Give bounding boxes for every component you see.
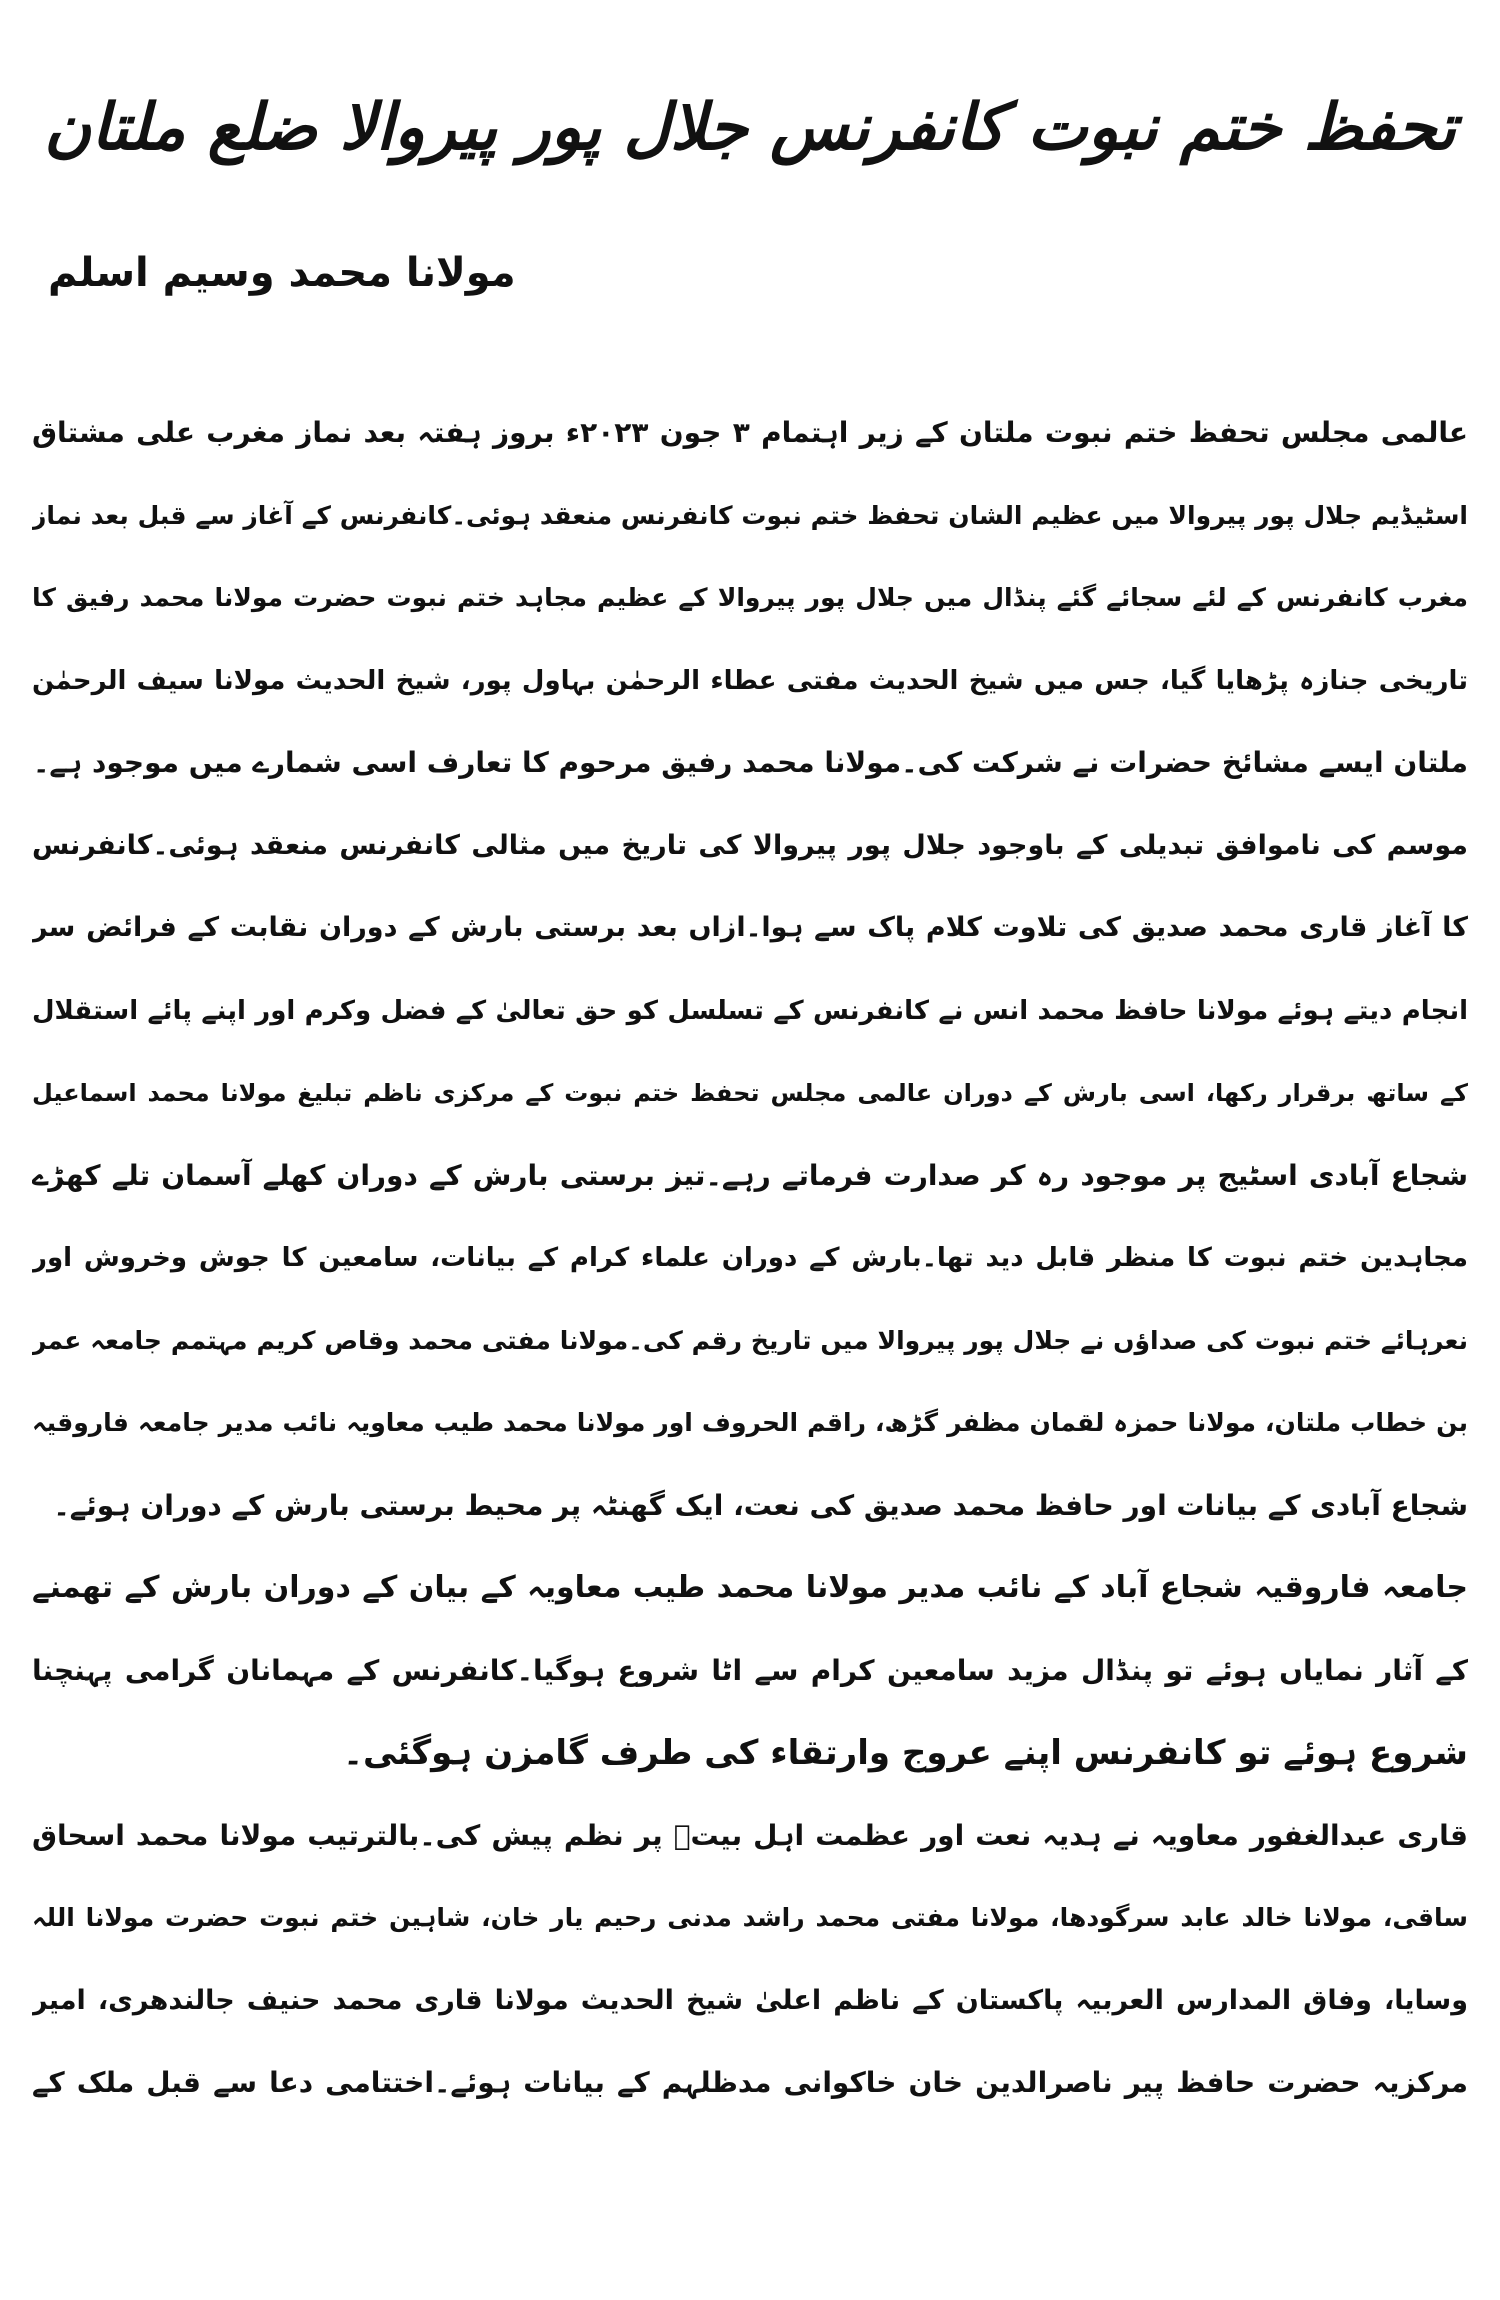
text-line: انجام دیتے ہوئے مولانا حافظ محمد انس نے کانفرنس کے تسلسل کو حق تعالیٰ کے فضل وکرم اور اپنے پائے استقلال	[32, 995, 1468, 1026]
text-line: کے ساتھ برقرار رکھا، اسی بارش کے دوران عالمی مجلس تحفظ ختم نبوت کے مرکزی ناظم تبلیغ مولانا محمد اسماعیل	[32, 1079, 1468, 1107]
text-line: شروع ہوئے تو کانفرنس اپنے عروج وارتقاء کی طرف گامزن ہوگئی۔	[343, 1733, 1468, 1773]
text-line: مجاہدین ختم نبوت کا منظر قابل دید تھا۔بارش کے دوران علماء کرام کے بیانات، سامعین کا جوش وخروش اور	[32, 1243, 1468, 1273]
text-line: ملتان ایسے مشائخ حضرات نے شرکت کی۔مولانا محمد رفیق مرحوم کا تعارف اسی شمارے میں موجود ہے۔	[33, 746, 1468, 779]
article-title: تحفظ ختم نبوت کانفرنس جلال پور پیروالا ضلع ملتان	[44, 91, 1456, 165]
text-line: شجاع آبادی اسٹیج پر موجود رہ کر صدارت فرماتے رہے۔تیز برستی بارش کے دوران کھلے آسمان تلے کھڑے	[32, 1158, 1468, 1192]
text-line: جامعہ فاروقیہ شجاع آباد کے نائب مدیر مولانا محمد طیب معاویہ کے بیان کے دوران بارش کے تھمنے	[32, 1570, 1468, 1605]
text-line: مغرب کانفرنس کے لئے سجائے گئے پنڈال میں جلال پور پیروالا کے عظیم مجاہد ختم نبوت حضرت مولانا محمد رفیق کا	[32, 583, 1468, 612]
text-line: ساقی، مولانا خالد عابد سرگودھا، مولانا مفتی محمد راشد مدنی رحیم یار خان، شاہین ختم نبوت حضرت مولانا اللہ	[32, 1903, 1468, 1932]
text-line: موسم کی ناموافق تبدیلی کے باوجود جلال پور پیروالا کی تاریخ میں مثالی کانفرنس منعقد ہوئی۔کانفرنس	[32, 829, 1468, 861]
text-line: نعرہائے ختم نبوت کی صداؤں نے جلال پور پیروالا میں تاریخ رقم کی۔مولانا مفتی محمد وقاص کریم مہتمم جامعہ عمر	[32, 1325, 1468, 1355]
text-line: قاری عبدالغفور معاویہ نے ہدیہ نعت اور عظمت اہل بیتؓ پر نظم پیش کی۔بالترتیب مولانا محمد اسحاق	[32, 1818, 1468, 1852]
article-body	[32, 392, 1468, 2125]
text-line: مرکزیہ حضرت حافظ پیر ناصرالدین خان خاکوانی مدظلہم کے بیانات ہوئے۔اختتامی دعا سے قبل ملک کے	[32, 2066, 1468, 2099]
text-line: بن خطاب ملتان، مولانا حمزہ لقمان مظفر گڑھ، راقم الحروف اور مولانا محمد طیب معاویہ نائب مدیر جامعہ فاروقیہ	[32, 1408, 1468, 1437]
text-line: عالمی مجلس تحفظ ختم نبوت ملتان کے زیر اہتمام ۳ جون ۲۰۲۳ء بروز ہفتہ بعد نماز مغرب علی مشتاق	[32, 416, 1468, 449]
text-line: وسایا، وفاق المدارس العربیہ پاکستان کے ناظم اعلیٰ شیخ الحدیث مولانا قاری محمد حنیف جالندھری، امیر	[32, 1984, 1468, 2016]
text-line: اسٹیڈیم جلال پور پیروالا میں عظیم الشان تحفظ ختم نبوت کانفرنس منعقد ہوئی۔کانفرنس کے آغاز سے قبل بعد نماز	[32, 500, 1468, 530]
author-name: مولانا محمد وسیم اسلم	[48, 250, 516, 296]
text-line: تاریخی جنازہ پڑھایا گیا، جس میں شیخ الحدیث مفتی عطاء الرحمٰن بہاول پور، شیخ الحدیث مولانا سیف الرحمٰن	[32, 665, 1468, 696]
text-line: کے آثار نمایاں ہوئے تو پنڈال مزید سامعین کرام سے اٹا شروع ہوگیا۔کانفرنس کے مہمانان گرامی پہنچنا	[32, 1653, 1468, 1687]
text-line: کا آغاز قاری محمد صدیق کی تلاوت کلام پاک سے ہوا۔ازاں بعد برستی بارش کے دوران نقابت کے فرائض سر	[32, 912, 1468, 943]
text-line: شجاع آبادی کے بیانات اور حافظ محمد صدیق کی نعت، ایک گھنٹہ پر محیط برستی بارش کے دوران ہوئے۔	[53, 1488, 1468, 1522]
